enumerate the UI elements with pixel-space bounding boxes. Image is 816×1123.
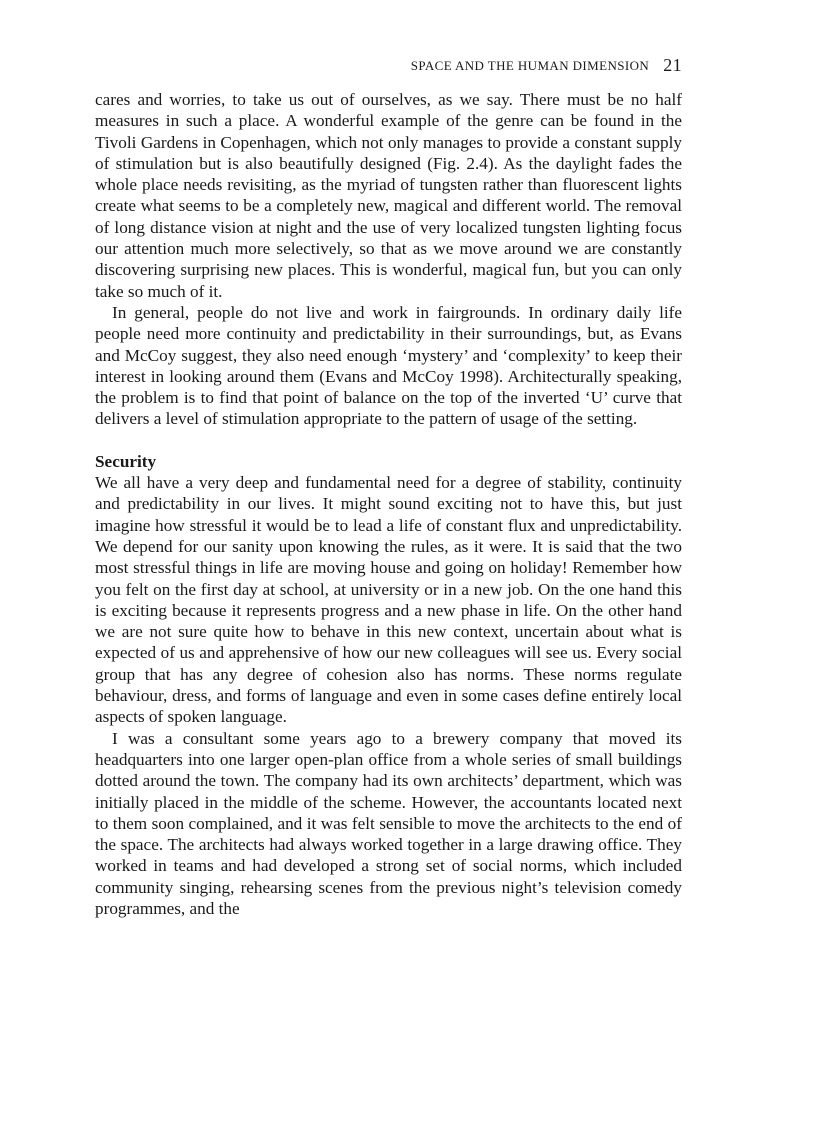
paragraph-2: In general, people do not live and work in fairgrounds. In ordinary daily life people need more continuity and predictability in their surroundings, but, as Evans and McCoy suggest, they also need enough ‘mystery’ and ‘complexity’ to keep their interest in looking around them (Evans and McCoy 1998). Architecturally speaking, the problem is to find that point of balance on the top of the inverted ‘U’ curve that delivers a level of stimulation appropriate to the pattern of usage of the setting. [95, 302, 682, 429]
paragraph-1: cares and worries, to take us out of ourselves, as we say. There must be no half measures in such a place. A wonderful example of the genre can be found in the Tivoli Gardens in Copenhagen, which not only manages to provide a constant supply of stimulation but is also beautifully designed (Fig. 2.4). As the daylight fades the whole place needs revisiting, as the myriad of tungsten rather than fluorescent lights create what seems to be a completely new, magical and different world. The removal of long distance vision at night and the use of very localized tungsten lighting focus our attention much more selectively, so that as we move around we are constantly discovering surprising new places. This is wonderful, magical fun, but you can only take so much of it. [95, 90, 682, 301]
running-title: SPACE AND THE HUMAN DIMENSION [410, 58, 650, 73]
body-text [95, 89, 682, 919]
paragraph-3: We all have a very deep and fundamental need for a degree of stability, continuity and predictability in our lives. It might sound exciting not to have this, but just imagine how stressful it would be to lead a life of constant flux and unpredictability. We depend for our sanity upon knowing the rules, as it were. It is said that the two most stressful things in life are moving house and going on holiday! Remember how you felt on the first day at school, at university or in a new job. On the one hand this is exciting because it represents progress and a new phase in life. On the other hand we are not sure quite how to behave in this new context, uncertain about what is expected of us and apprehensive of how our new colleagues will see us. Every social group that has any degree of cohesion also has norms. These norms regulate behaviour, dress, and forms of language and even in some cases define entirely local aspects of spoken language. [95, 473, 682, 727]
paragraph-4: I was a consultant some years ago to a brewery company that moved its headquarters into one larger open-plan office from a whole series of small buildings dotted around the town. The company had its own architects’ department, which was initially placed in the middle of the scheme. However, the accountants located next to them soon complained, and it was felt sensible to move the architects to the end of the space. The architects had always worked together in a large drawing office. They worked in teams and had developed a strong set of social norms, which included community singing, rehearsing scenes from the previous night’s television comedy programmes, and the [95, 728, 682, 918]
section-heading-security: Security [95, 451, 157, 471]
running-head [95, 55, 682, 76]
page-number: 21 [663, 55, 682, 75]
